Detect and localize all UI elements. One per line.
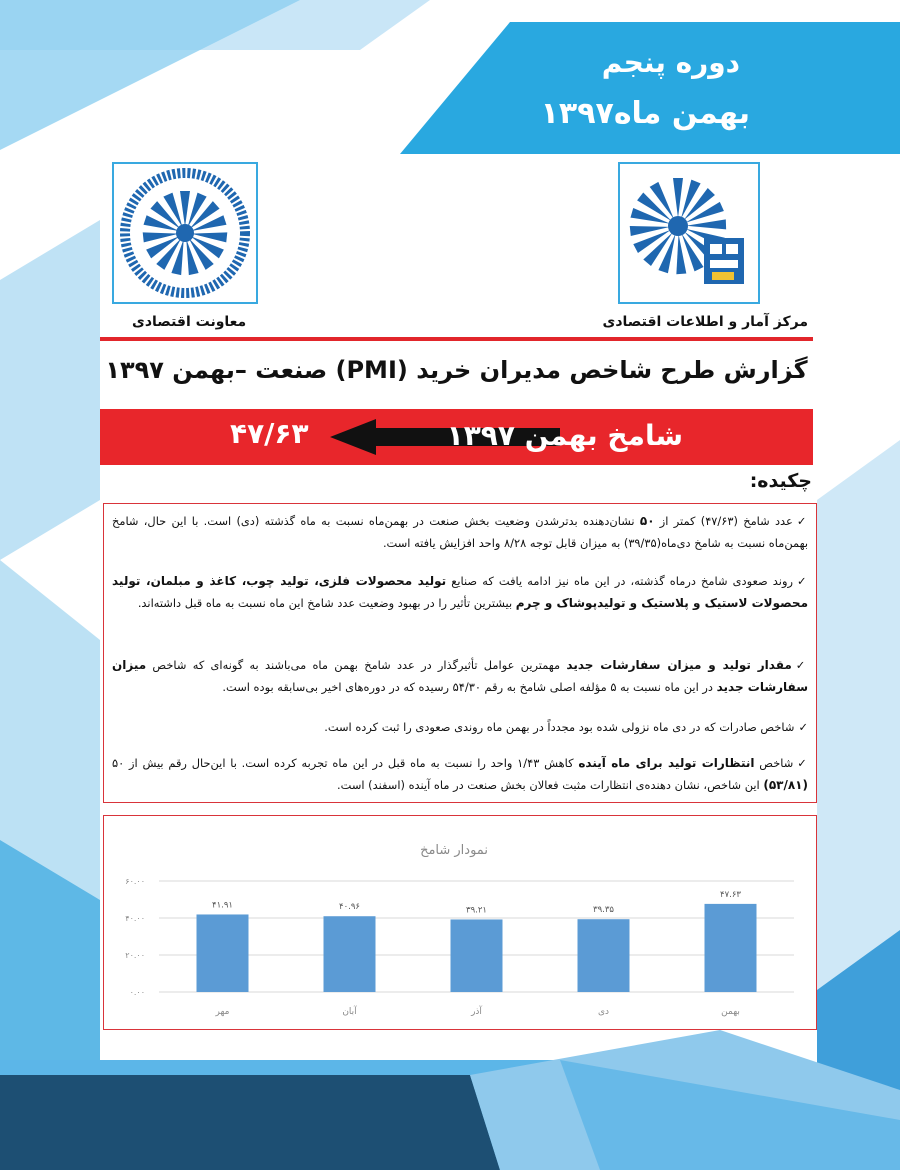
x-tick-label: آبان: [342, 1007, 357, 1017]
y-tick-label: ۲۰.۰۰: [125, 951, 145, 960]
check-icon: ✓: [796, 514, 809, 528]
chart-title: نمودار شامخ: [420, 843, 488, 858]
bullet-text: شاخص انتظارات تولید برای ماه آینده کاهش ۱/۴۳ واحد را نسبت به ماه قبل در این ماه تجربه کرده است. با این‌حال رقم بیش از ۵۰ (۵۳/۸۱) این شاخص، نشان دهنده‌ی انتظارات مثبت فعالان بخش صنعت در ماه آینده (اسفند) است.: [112, 756, 808, 792]
x-tick-label: آذر: [471, 1007, 482, 1017]
summary-bullet: [112, 570, 808, 614]
bar-4: [705, 904, 757, 992]
bar-0: [197, 914, 249, 992]
y-tick-label: ۴۰.۰۰: [125, 914, 145, 923]
check-icon: ✓: [798, 720, 808, 734]
x-tick-label: مهر: [215, 1007, 230, 1017]
summary-heading: چکیده:: [749, 470, 812, 492]
pmi-value: ۴۷/۶۳: [230, 417, 309, 450]
data-label: ۳۹.۳۵: [593, 905, 614, 916]
check-icon: ✓: [795, 658, 808, 672]
x-tick-label: دی: [597, 1007, 610, 1017]
header-divider: [100, 337, 813, 341]
x-tick-label: بهمن: [721, 1007, 740, 1017]
y-tick-label: ۶۰.۰۰: [125, 877, 145, 886]
right-logo: [618, 162, 760, 304]
bullet-text: مقدار تولید و میزان سفارشات جدید مهمترین عوامل تأثیرگذار در عدد شامخ بهمن ماه می‌باشند به گونه‌ای که شاخص میزان سفارشات جدید در این ماه نسبت به ۵ مؤلفه اصلی شامخ به رقم ۵۴/۳۰ رسیده که در دوره‌های اخیر بی‌سابقه بوده است.: [112, 658, 808, 694]
check-icon: ✓: [797, 756, 809, 770]
bullet-text: عدد شامخ (۴۷/۶۳) کمتر از ۵۰ نشان‌دهنده بدترشدن وضعیت بخش صنعت در بهمن‌ماه نسبت به ماه گذشته (دی) است. با این حال، شامخ بهمن‌ماه نسبت به شامخ دی‌ماه(۳۹/۳۵) به میزان قابل توجه ۸/۲۸ واحد افزایش یافته است.: [112, 514, 808, 550]
left-logo: [112, 162, 258, 304]
data-label: ۳۹.۲۱: [466, 905, 487, 916]
banner-date: بهمن ماه۱۳۹۷: [540, 96, 750, 131]
bar-2: [451, 919, 503, 992]
right-org-label: مرکز آمار و اطلاعات اقتصادی: [602, 314, 808, 330]
data-label: ۴۱.۹۱: [212, 900, 233, 911]
check-icon: ✓: [796, 574, 808, 588]
summary-bullet: [112, 716, 808, 738]
summary-bullet: [112, 752, 808, 796]
data-label: ۴۷.۶۳: [720, 889, 741, 900]
report-title: گزارش طرح شاخص مدیران خرید (PMI) صنعت –بهمن ۱۳۹۷: [105, 356, 808, 384]
pmi-label: شامخ بهمن ۱۳۹۷: [446, 419, 683, 452]
bullet-text: شاخص صادرات که در دی ماه نزولی شده بود مجدداً در بهمن ماه روندی صعودی را ثبت کرده است.: [324, 720, 795, 734]
summary-bullet: [112, 654, 808, 698]
pmi-bar-chart: [104, 816, 815, 1028]
summary-bullet: [112, 510, 808, 554]
pmi-sunburst-logo-icon: [620, 164, 758, 302]
bar-3: [578, 919, 630, 992]
left-org-label: معاونت اقتصادی: [132, 314, 247, 330]
bar-1: [324, 916, 376, 992]
y-tick-label: ۰.۰۰: [129, 988, 145, 997]
summary-box: [103, 503, 817, 803]
bullet-text: روند صعودی شامخ درماه گذشته، در این ماه نیز ادامه یافت که صنایع تولید محصولات فلزی، تولید چوب، کاغذ و مبلمان، تولید محصولات لاستیک و پلاستیک و تولیدپوشاک و چرم بیشترین تأثیر را در بهبود وضعیت عدد شامخ این ماه نسبت به ماه قبل داشته‌اند.: [112, 574, 808, 610]
chart-box: [103, 815, 817, 1030]
chamber-of-commerce-seal-icon: [114, 164, 256, 302]
banner-period: دوره پنجم: [601, 46, 740, 79]
data-label: ۴۰.۹۶: [339, 902, 360, 913]
pmi-highlight-bar: [100, 409, 813, 465]
